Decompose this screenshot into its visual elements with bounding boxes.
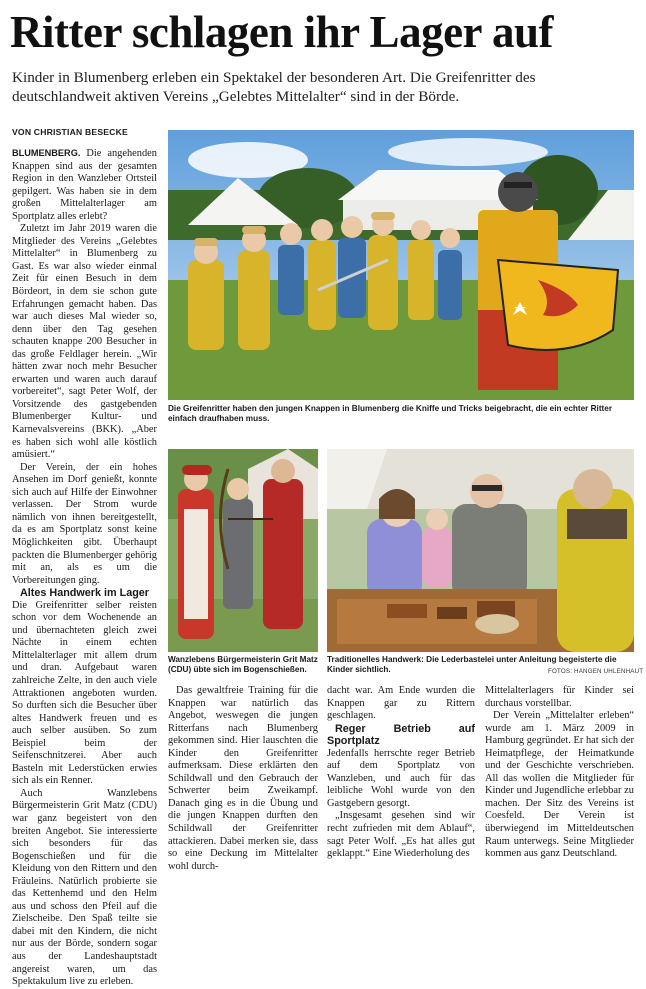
author-byline: VON CHRISTIAN BESECKE <box>12 127 128 137</box>
headline: Ritter schlagen ihr Lager auf <box>10 7 553 57</box>
paragraph: Zuletzt im Jahr 2019 waren die Mitglieder des Vereins „Gelebtes Mittelalter“ in Blumenberg zu Gast. Es war also wieder einmal Zeit für einen Besuch in dem Bördeort, in dem sie schon gute Erfahrungen gemacht haben. Das war auch dieses Mal wieder so, denn über den Tag gesehen schauten knappe 200 Besucher in das große Feldlager herein. „Wir hätten zwar noch mehr Besucher erwarten und waren auch darauf vorbereitet“, sagt Peter Wolf, der Vorsitzende des gastgebenden Blumenberger Kultur- und Karnevalsvereins (BKK). „Aber es haben sich wohl alle köstlich amüsiert.“ <box>12 223 157 461</box>
section-heading: Altes Handwerk im Lager <box>20 587 150 600</box>
photo-credit: FOTOS: HANGEN UHLENHAUT <box>548 668 644 675</box>
article-column-2 <box>168 685 318 873</box>
main-photo <box>168 130 634 400</box>
paragraph: Der Verein, der ein hohes Ansehen im Dorf genießt, konnte sich auch auf Hilfe der Einwohner verlassen. Der Strom wurde nämlich von ihnen bereitgestellt, da es am Sportplatz sonst keine Möglichkeiten gibt. Überhaupt packten die Blumenberger gehörig mit an, als es um die Vorbereitungen ging. <box>12 461 157 586</box>
subheadline: Kinder in Blumenberg erleben ein Spektakel der besonderen Art. Die Greifenritter des deutschlandweit aktiven Vereins „Gelebtes Mittelalter“ sind in der Börde. <box>12 69 536 105</box>
paragraph-text: Die angehenden Knappen sind aus der gesamten Region in den Wanzleber Ortsteil gepilgert. Was haben sie in dem großen Mittelalterlager am Sportplatz alles erlebt? <box>12 148 157 222</box>
paragraph: Jedenfalls herrschte reger Betrieb auf dem Sportplatz von Wanzleben, und auch für das leibliche Wohl wurde von den Gastgebern gesorgt. <box>327 747 475 809</box>
section-heading: Reger Betrieb auf Sportplatz <box>327 722 475 748</box>
leather-photo-frame <box>327 449 634 652</box>
paragraph: dacht war. Am Ende wurden die Knappen gar zu Rittern geschlagen. <box>327 685 475 722</box>
paragraph: Der Verein „Mittelalter erleben“ wurde am 1. März 2009 in Hamburg gegründet. Er hat sich der Heimatpflege, der Heimatkunde und der Geschichte verschrieben. All das wollen die Mitglieder für Kinder und Jugendliche erlebbar zu machen. Der Sitz des Vereins ist Coesfeld. Der Verein ist überwiegend im Mitteldeutschen Raum unterwegs. Seine Mitglieder kommen aus ganz Deutschland. <box>485 710 634 860</box>
article-column-1 <box>12 147 157 989</box>
archery-photo-frame <box>168 449 318 652</box>
paragraph: Mittelalterlagers für Kinder sei durchaus vorstellbar. <box>485 685 634 709</box>
knight-with-children-photo <box>168 130 634 400</box>
archery-photo <box>168 449 318 652</box>
dateline: BLUMENBERG. <box>12 148 81 158</box>
paragraph: Die Greifenritter selber reisten schon vor dem Wochenende an und übernachteten gleich zwei Nächte in einem echten Mittelalterlager mit allem drum und dran. Aufgebaut waren zahlreiche Zelte, in den auch viele Attraktionen angeboten wurden. So durften sich die Besucher über altes Handwerk freuen und es auch selber ausüben. So zum Beispiel beim der Seifenschnitzerei. Aber auch Basteln mit Lederstücken erwies sich als ein Renner. <box>12 599 157 787</box>
paragraph: Das gewaltfreie Training für die Knappen war natürlich das Angebot, weswegen die jungen Ritterfans nach Blumenberg gekommen sind. Hier lauschten die Kinder den Greifenritter aufmerksam. Diese erklärten den Schildwall und den Gebrauch der Schwerter beim Zweikampf. Danach ging es in die Übung und die jungen Knappen durften den Schildwall der Greifenritter attackieren. Dabei merken sie, dass so eine Deckung im Mittelalter wohl durch- <box>168 685 318 872</box>
paragraph: „Insgesamt gesehen sind wir recht zufrieden mit dem Ablauf“, sagt Peter Wolf. „Es hat alles gut geklappt.“ Eine Wiederholung des <box>327 810 475 860</box>
leather-craft-photo <box>327 449 634 652</box>
archery-photo-caption: Wanzlebens Bürgermeisterin Grit Matz (CDU) übte sich im Bogenschießen. <box>168 655 318 675</box>
main-photo-caption: Die Greifenritter haben den jungen Knappen in Blumenberg die Kniffe und Tricks beigebracht, die ein echter Ritter einfach draufhaben muss. <box>168 404 613 424</box>
leather-photo-caption: Traditionelles Handwerk: Die Lederbastelei unter Anleitung begeisterte die Kinder sichtlich. <box>327 655 617 675</box>
article-column-4 <box>485 685 634 861</box>
paragraph: Auch Wanzlebens Bürgermeisterin Grit Matz (CDU) war ganz begeistert von den breiten Angebot. Sie interessierte sich besonders für das Bogenschießen und für die Kleidung von den Rittern und den Fräuleins. Natürlich probierte sie das Kettenhemd und den Helm aus und schoss den Pfeil auf die Zielscheibe. Den Spaß teilte sie dabei mit den Kindern, die nicht nur aus der Börde, sondern sogar aus der Landeshauptstadt angereist waren, um das Spektakulum live zu erleben. <box>12 787 157 988</box>
paragraph <box>12 147 157 223</box>
article-column-3 <box>327 685 475 861</box>
